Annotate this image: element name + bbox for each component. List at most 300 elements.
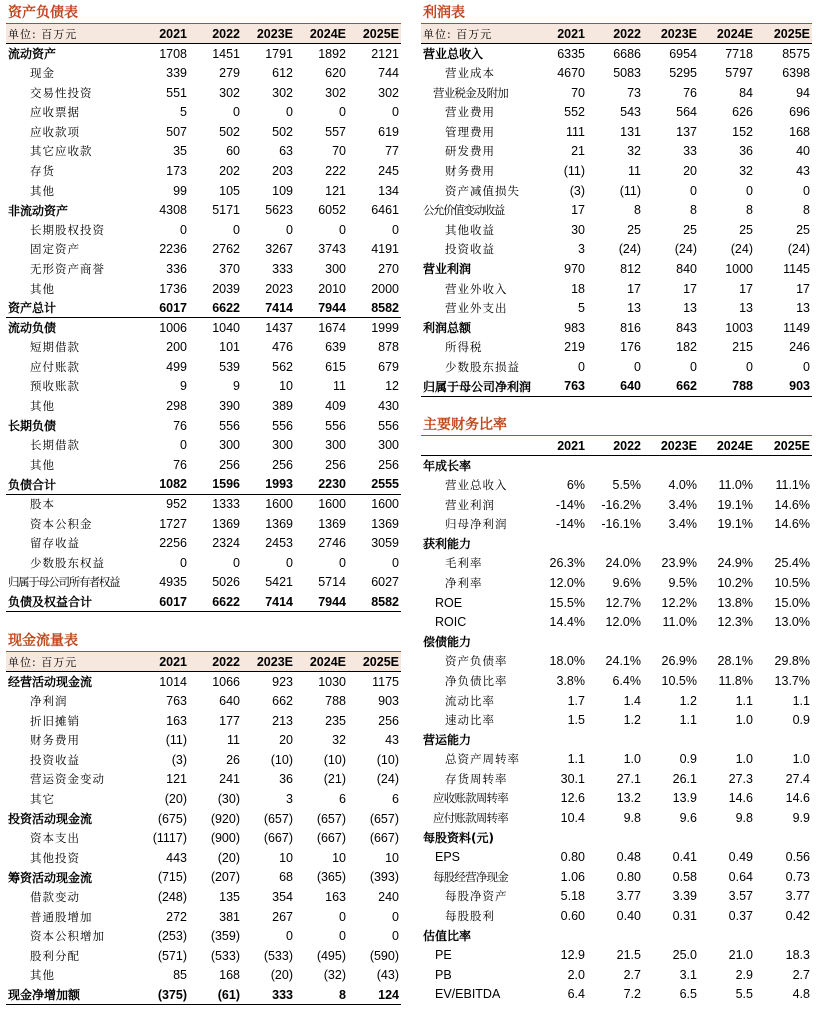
value-cell: 4308 xyxy=(159,203,187,218)
value-cell: 28.1% xyxy=(717,654,753,669)
unit-label: 单位: 百万元 xyxy=(6,652,136,672)
value-cell: 27.4 xyxy=(785,771,810,786)
value-cell: 1.1 xyxy=(567,752,585,767)
row-label: 营运资金变动 xyxy=(30,772,105,787)
value-cell: 213 xyxy=(272,713,293,728)
value-cell: 1.1 xyxy=(679,713,697,728)
value-cell: 85 xyxy=(173,968,187,983)
row-label: 其他 xyxy=(30,457,55,472)
value-cell: 4670 xyxy=(557,65,585,80)
value-cell: 7718 xyxy=(725,46,753,61)
table-row xyxy=(6,789,401,809)
table-row xyxy=(6,181,401,201)
row-label: PB xyxy=(435,967,452,982)
row-label: 归属于母公司所有者权益 xyxy=(8,575,120,590)
value-cell: 25 xyxy=(683,222,697,237)
value-cell: 256 xyxy=(378,457,399,472)
value-cell: 17 xyxy=(683,281,697,296)
value-cell: 952 xyxy=(166,497,187,512)
table-row xyxy=(421,573,812,593)
value-cell: 17 xyxy=(571,203,585,218)
value-cell: 15.0% xyxy=(774,595,810,610)
value-cell: 121 xyxy=(166,772,187,787)
table-row xyxy=(6,318,401,338)
value-cell: 983 xyxy=(564,320,585,335)
value-cell: 679 xyxy=(378,359,399,374)
value-cell: 1.0 xyxy=(792,752,810,767)
value-cell: 2000 xyxy=(371,281,399,296)
value-cell: 0 xyxy=(690,183,697,198)
row-label: 净负债比率 xyxy=(445,673,508,688)
row-label: 营业外收入 xyxy=(445,281,508,296)
value-cell: 9.8 xyxy=(623,811,641,826)
value-cell: 1727 xyxy=(159,516,187,531)
value-cell: (365) xyxy=(316,870,346,885)
value-cell: 25.4% xyxy=(774,556,810,571)
year-header: 2023E xyxy=(242,24,295,44)
value-cell: 5026 xyxy=(212,575,240,590)
value-cell: 2324 xyxy=(212,536,240,551)
value-cell: 23.9% xyxy=(661,556,697,571)
value-cell: 13.7% xyxy=(774,673,810,688)
value-cell xyxy=(699,828,755,848)
year-header: 2022 xyxy=(189,652,242,672)
value-cell: 5171 xyxy=(212,203,240,218)
year-header: 2022 xyxy=(587,436,643,456)
table-row xyxy=(421,671,812,691)
value-cell: 13.0% xyxy=(774,615,810,630)
value-cell: 300 xyxy=(219,438,240,453)
table-row xyxy=(6,298,401,318)
value-cell: 135 xyxy=(219,889,240,904)
value-cell: 26.1 xyxy=(672,771,697,786)
row-label: ROE xyxy=(435,595,463,610)
table-row xyxy=(6,279,401,299)
value-cell: (667) xyxy=(316,831,346,846)
table-row xyxy=(6,868,401,888)
row-label: 其他 xyxy=(30,399,55,414)
value-cell: 840 xyxy=(676,261,697,276)
value-cell: (590) xyxy=(369,948,399,963)
value-cell: 551 xyxy=(166,85,187,100)
value-cell: 32 xyxy=(739,163,753,178)
value-cell: 10.2% xyxy=(717,575,753,590)
table-row xyxy=(421,318,812,338)
table-row xyxy=(6,533,401,553)
row-label: 研发费用 xyxy=(445,144,495,159)
row-label: EV/EBITDA xyxy=(435,987,501,1002)
value-cell xyxy=(643,926,699,946)
table-row xyxy=(6,142,401,162)
value-cell: 812 xyxy=(620,261,641,276)
value-cell: 1145 xyxy=(783,261,810,276)
row-label: 投资活动现金流 xyxy=(8,812,93,827)
value-cell: 0 xyxy=(339,909,346,924)
value-cell: 0 xyxy=(392,555,399,570)
value-cell: 30 xyxy=(571,222,585,237)
row-label: EPS xyxy=(435,850,461,865)
value-cell: 6017 xyxy=(136,298,189,318)
row-label: 营业总收入 xyxy=(445,477,508,492)
value-cell: 1.1 xyxy=(735,693,753,708)
table-row xyxy=(421,122,812,142)
value-cell: 2010 xyxy=(318,281,346,296)
value-cell: 0.49 xyxy=(728,850,753,865)
value-cell: 1.06 xyxy=(560,869,585,884)
value-cell: 18 xyxy=(571,281,585,296)
value-cell: 1369 xyxy=(212,516,240,531)
row-label: 营业利润 xyxy=(423,262,472,277)
row-label: 投资收益 xyxy=(445,242,495,257)
table-row xyxy=(421,161,812,181)
value-cell: 696 xyxy=(789,105,810,120)
value-cell: 241 xyxy=(219,772,240,787)
table-row xyxy=(6,770,401,790)
value-cell: 640 xyxy=(219,693,240,708)
value-cell: 25 xyxy=(739,222,753,237)
value-cell xyxy=(643,534,699,554)
value-cell: 43 xyxy=(796,163,810,178)
row-label: 获利能力 xyxy=(423,537,472,552)
table-row xyxy=(6,553,401,573)
value-cell xyxy=(643,730,699,750)
value-cell: 0.56 xyxy=(785,850,810,865)
table-row xyxy=(421,357,812,377)
value-cell xyxy=(587,730,643,750)
row-label: 利润总额 xyxy=(423,321,472,336)
value-cell: 302 xyxy=(378,85,399,100)
value-cell xyxy=(699,456,755,476)
row-label: 营业总收入 xyxy=(423,47,484,62)
value-cell: 105 xyxy=(219,183,240,198)
value-cell: 11 xyxy=(628,163,641,178)
row-label: 存货周转率 xyxy=(445,771,508,786)
value-cell: 0 xyxy=(803,183,810,198)
value-cell: 0.41 xyxy=(672,850,697,865)
value-cell: 32 xyxy=(332,733,346,748)
table-row xyxy=(421,985,812,1005)
value-cell: 177 xyxy=(219,713,240,728)
value-cell: 0 xyxy=(286,555,293,570)
row-label: 其他 xyxy=(30,968,55,983)
row-label: 资产负债率 xyxy=(445,654,508,669)
value-cell: 4.0% xyxy=(668,477,697,492)
value-cell: 76 xyxy=(683,85,697,100)
value-cell: 507 xyxy=(166,124,187,139)
table-row xyxy=(6,926,401,946)
table-row xyxy=(6,907,401,927)
value-cell: 564 xyxy=(676,105,697,120)
value-cell: 300 xyxy=(325,438,346,453)
value-cell: (11) xyxy=(165,733,187,748)
value-cell xyxy=(699,926,755,946)
value-cell: 18.0% xyxy=(549,654,585,669)
value-cell: 40 xyxy=(796,144,810,159)
table-header-row xyxy=(6,24,401,44)
value-cell: 8 xyxy=(803,203,810,218)
value-cell: 111 xyxy=(565,124,585,139)
year-header: 2024E xyxy=(295,24,348,44)
income-statement-title: 利润表 xyxy=(421,3,812,24)
value-cell xyxy=(643,456,699,476)
value-cell: 333 xyxy=(272,261,293,276)
table-row xyxy=(421,83,812,103)
value-cell: 336 xyxy=(166,261,187,276)
row-label: 流动比率 xyxy=(445,693,495,708)
value-cell: 619 xyxy=(378,124,399,139)
value-cell: 0.42 xyxy=(785,909,810,924)
value-cell: 6.4% xyxy=(612,673,641,688)
value-cell: 1030 xyxy=(318,674,346,689)
value-cell: 1.0 xyxy=(735,713,753,728)
value-cell: (10) xyxy=(323,752,346,767)
value-cell: 1.0 xyxy=(735,752,753,767)
value-cell: 6686 xyxy=(613,46,641,61)
value-cell: 843 xyxy=(676,320,697,335)
value-cell: 552 xyxy=(564,105,585,120)
row-label: 少数股东权益 xyxy=(30,555,105,570)
value-cell: 1999 xyxy=(371,320,399,335)
table-row xyxy=(6,161,401,181)
row-label: 股本 xyxy=(30,497,55,512)
value-cell: 539 xyxy=(219,359,240,374)
value-cell: (667) xyxy=(369,831,399,846)
cash-flow-table xyxy=(6,652,401,1005)
row-label: 资产总计 xyxy=(6,298,136,318)
value-cell: 2.0 xyxy=(567,967,585,982)
value-cell: 298 xyxy=(166,399,187,414)
value-cell: 6052 xyxy=(318,203,346,218)
value-cell: 24.0% xyxy=(605,556,641,571)
value-cell: 73 xyxy=(627,85,641,100)
value-cell: 6 xyxy=(392,791,399,806)
value-cell: 0 xyxy=(392,929,399,944)
row-label: 其它应收款 xyxy=(30,144,93,159)
value-cell: 267 xyxy=(272,909,293,924)
value-cell: 134 xyxy=(378,183,399,198)
value-cell: 612 xyxy=(272,65,293,80)
year-header: 2025E xyxy=(755,24,812,44)
value-cell: 626 xyxy=(732,105,753,120)
row-label: 短期借款 xyxy=(30,340,80,355)
table-row xyxy=(6,83,401,103)
row-label: 归母净利润 xyxy=(445,517,508,532)
table-row xyxy=(6,691,401,711)
table-row xyxy=(421,475,812,495)
value-cell: 1000 xyxy=(725,261,753,276)
value-cell: 300 xyxy=(272,438,293,453)
table-row xyxy=(6,828,401,848)
value-cell: 272 xyxy=(166,909,187,924)
value-cell: (10) xyxy=(270,752,293,767)
value-cell: -14% xyxy=(555,517,585,532)
table-row xyxy=(421,554,812,574)
value-cell: 499 xyxy=(166,359,187,374)
table-row xyxy=(421,945,812,965)
year-header: 2022 xyxy=(587,24,643,44)
value-cell: 77 xyxy=(385,144,399,159)
value-cell: 339 xyxy=(166,65,187,80)
value-cell: 443 xyxy=(166,850,187,865)
value-cell: 168 xyxy=(789,124,810,139)
value-cell: 60 xyxy=(226,144,240,159)
row-label: 净利润 xyxy=(30,693,68,708)
table-row xyxy=(6,338,401,358)
table-row xyxy=(421,612,812,632)
value-cell: 1003 xyxy=(725,320,753,335)
value-cell: 0 xyxy=(233,555,240,570)
table-row xyxy=(6,730,401,750)
row-label: 每股股利 xyxy=(445,909,495,924)
value-cell: 2023 xyxy=(265,281,293,296)
row-label: 公允价值变动收益 xyxy=(423,203,504,218)
value-cell: 26 xyxy=(226,752,240,767)
year-header: 2025E xyxy=(755,436,812,456)
row-label: 其他 xyxy=(30,281,55,296)
value-cell: 13 xyxy=(683,301,697,316)
value-cell: 2256 xyxy=(159,536,187,551)
value-cell: 19.1% xyxy=(717,497,753,512)
table-row xyxy=(6,220,401,240)
value-cell: 21.5 xyxy=(616,948,641,963)
row-label: 每股净资产 xyxy=(445,889,508,904)
row-label: 留存收益 xyxy=(30,536,80,551)
value-cell: 182 xyxy=(676,340,697,355)
value-cell xyxy=(587,632,643,652)
row-label: 流动负债 xyxy=(8,321,57,336)
table-row xyxy=(421,200,812,220)
row-label: 营运能力 xyxy=(423,733,472,748)
year-header: 2023E xyxy=(242,652,295,672)
value-cell: 27.1 xyxy=(616,771,641,786)
value-cell: 763 xyxy=(166,693,187,708)
row-label: 折旧摊销 xyxy=(30,713,80,728)
value-cell: (24) xyxy=(674,242,697,257)
table-row xyxy=(6,592,401,612)
value-cell: 0.9 xyxy=(679,752,697,767)
value-cell: 11.0% xyxy=(662,615,697,630)
value-cell: 0.40 xyxy=(616,909,641,924)
row-label: ROIC xyxy=(435,615,467,630)
row-label: 长期借款 xyxy=(30,438,80,453)
value-cell: 63 xyxy=(279,144,293,159)
value-cell: 43 xyxy=(385,733,399,748)
value-cell: 476 xyxy=(272,340,293,355)
row-label: 长期负债 xyxy=(8,419,57,434)
value-cell: 25 xyxy=(627,222,641,237)
row-label: 其他投资 xyxy=(30,850,80,865)
value-cell: (24) xyxy=(376,772,399,787)
value-cell: 543 xyxy=(620,105,641,120)
row-label: 长期股权投资 xyxy=(30,222,105,237)
row-label: 应付账款周转率 xyxy=(433,811,508,826)
value-cell: 3059 xyxy=(371,536,399,551)
value-cell: 163 xyxy=(166,713,187,728)
table-row xyxy=(6,711,401,731)
value-cell xyxy=(587,926,643,946)
value-cell: 1175 xyxy=(372,674,399,689)
value-cell: 5.18 xyxy=(560,889,585,904)
value-cell: 639 xyxy=(325,340,346,355)
table-row xyxy=(421,652,812,672)
value-cell xyxy=(531,456,587,476)
value-cell: 4935 xyxy=(159,575,187,590)
value-cell: 20 xyxy=(279,733,293,748)
value-cell: 556 xyxy=(272,418,293,433)
row-label: 少数股东损益 xyxy=(445,359,520,374)
value-cell xyxy=(755,926,812,946)
value-cell: 788 xyxy=(699,377,755,397)
table-row xyxy=(6,200,401,220)
value-cell: (1117) xyxy=(152,831,187,846)
value-cell: 246 xyxy=(789,340,810,355)
value-cell: 10 xyxy=(279,379,293,394)
value-cell: 816 xyxy=(620,320,641,335)
value-cell: 10 xyxy=(385,850,399,865)
value-cell: 3 xyxy=(286,791,293,806)
value-cell: 26.9% xyxy=(661,654,697,669)
value-cell: 9.8 xyxy=(735,811,753,826)
table-row xyxy=(421,142,812,162)
table-row xyxy=(6,396,401,416)
value-cell: 0.73 xyxy=(785,869,810,884)
value-cell: 0 xyxy=(746,359,753,374)
value-cell: -14% xyxy=(555,497,585,512)
table-row xyxy=(6,494,401,514)
value-cell: 256 xyxy=(325,457,346,472)
value-cell: 24.9% xyxy=(717,556,753,571)
value-cell: 430 xyxy=(378,399,399,414)
value-cell: (495) xyxy=(316,948,346,963)
value-cell: 556 xyxy=(219,418,240,433)
value-cell: 1369 xyxy=(318,516,346,531)
value-cell: 5 xyxy=(180,105,187,120)
value-cell: (30) xyxy=(217,791,240,806)
value-cell: 2.9 xyxy=(735,967,753,982)
value-cell: 5295 xyxy=(669,65,697,80)
value-cell: 903 xyxy=(378,693,399,708)
value-cell: 662 xyxy=(272,693,293,708)
table-row xyxy=(6,240,401,260)
table-row xyxy=(421,828,812,848)
value-cell: 10 xyxy=(279,850,293,865)
table-row xyxy=(421,456,812,476)
table-row xyxy=(6,672,401,692)
value-cell: 0 xyxy=(180,222,187,237)
value-cell: (715) xyxy=(157,870,187,885)
value-cell: 9 xyxy=(233,379,240,394)
value-cell: 1040 xyxy=(212,320,240,335)
value-cell: 94 xyxy=(796,85,810,100)
value-cell: (20) xyxy=(270,968,293,983)
value-cell: 36 xyxy=(279,772,293,787)
value-cell: (20) xyxy=(217,850,240,865)
value-cell: 1369 xyxy=(265,516,293,531)
value-cell: (20) xyxy=(164,791,187,806)
value-cell: 14.6 xyxy=(728,791,753,806)
value-cell xyxy=(531,730,587,750)
year-header: 2021 xyxy=(531,24,587,44)
value-cell: 556 xyxy=(378,418,399,433)
value-cell xyxy=(755,534,812,554)
value-cell: 14.6% xyxy=(774,517,810,532)
table-row xyxy=(421,710,812,730)
value-cell: 5.5 xyxy=(735,987,753,1002)
value-cell: 10.5% xyxy=(774,575,810,590)
value-cell: 300 xyxy=(325,261,346,276)
value-cell: (375) xyxy=(136,985,189,1005)
table-row xyxy=(421,789,812,809)
